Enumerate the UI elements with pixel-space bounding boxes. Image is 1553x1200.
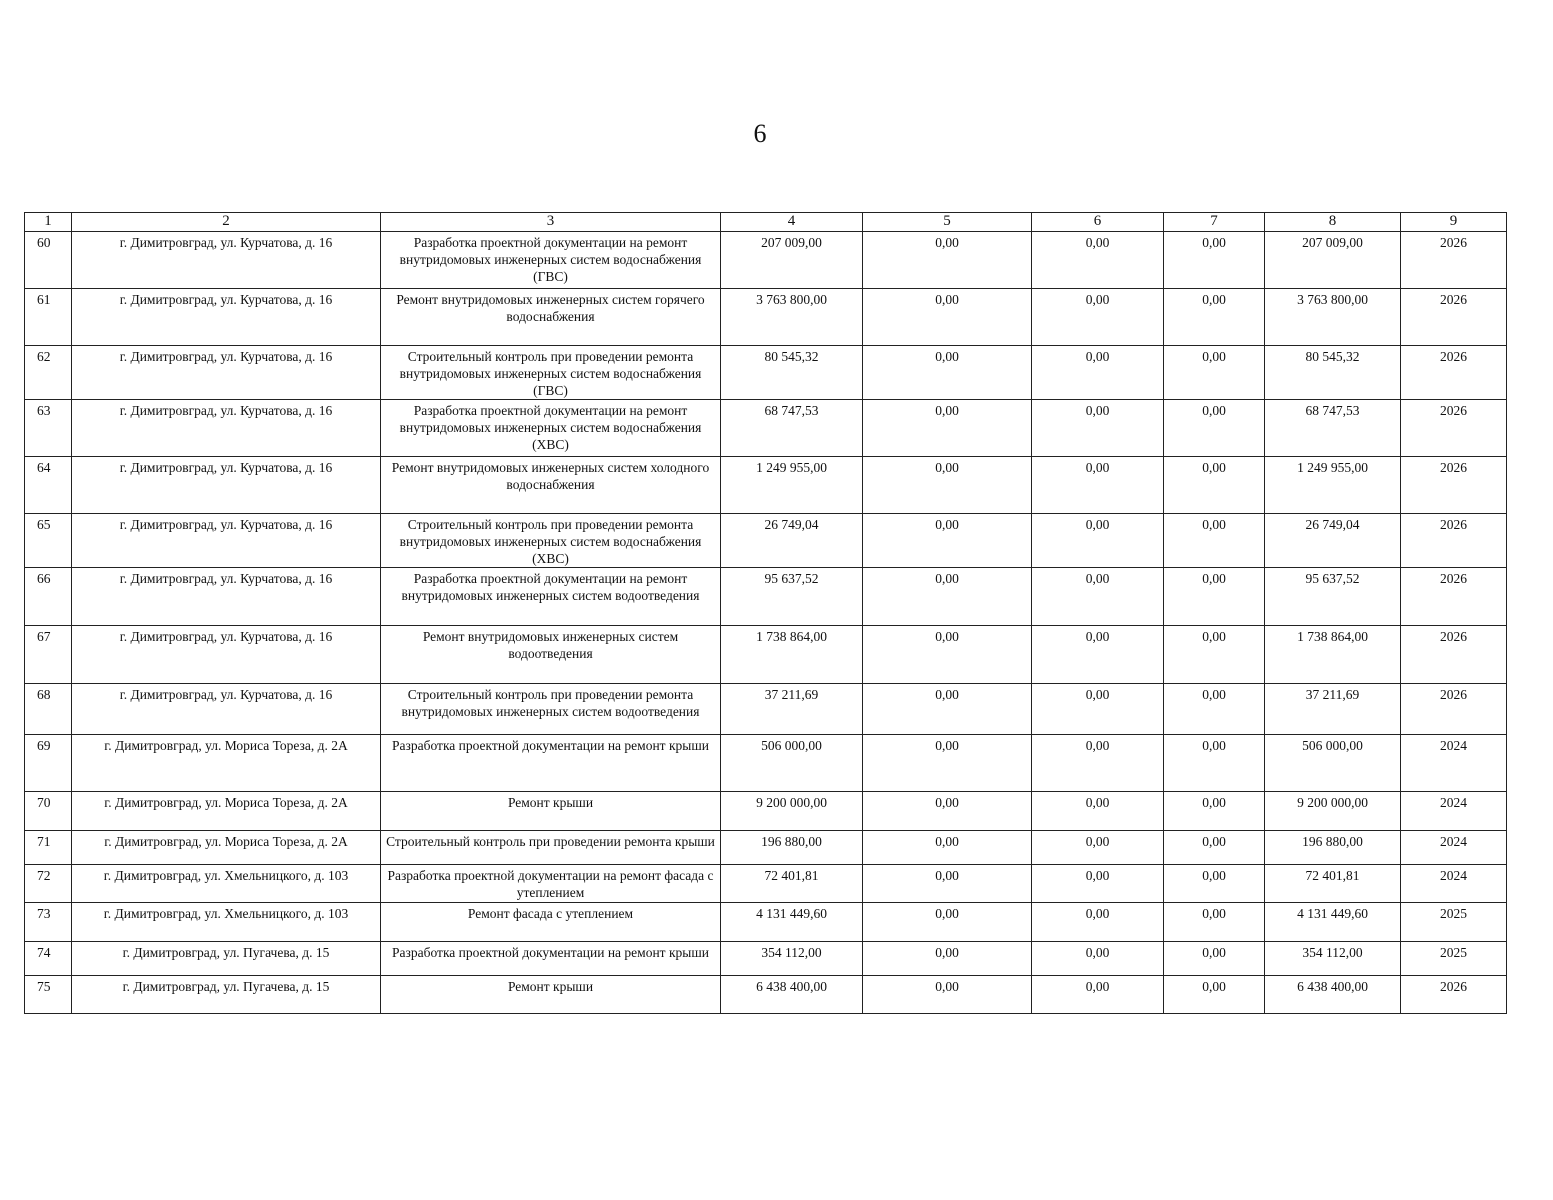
- table-row: [25, 232, 1507, 289]
- address-cell: г. Димитровград, ул. Хмельницкого, д. 103: [72, 903, 381, 942]
- address-cell: г. Димитровград, ул. Курчатова, д. 16: [72, 400, 381, 457]
- address-cell: г. Димитровград, ул. Хмельницкого, д. 103: [72, 865, 381, 903]
- column-5-cell: 0,00: [863, 232, 1032, 289]
- table-row: [25, 289, 1507, 346]
- address-cell: г. Димитровград, ул. Курчатова, д. 16: [72, 568, 381, 626]
- header-row: [25, 213, 1507, 232]
- column-5-cell: 0,00: [863, 976, 1032, 1014]
- year-cell: 2026: [1401, 289, 1507, 346]
- address-cell: г. Димитровград, ул. Курчатова, д. 16: [72, 626, 381, 684]
- total-cost-cell: 1 249 955,00: [721, 457, 863, 514]
- column-6-cell: 0,00: [1032, 903, 1164, 942]
- year-cell: 2026: [1401, 568, 1507, 626]
- column-header-6: 6: [1032, 213, 1164, 232]
- column-5-cell: 0,00: [863, 942, 1032, 976]
- table-row: [25, 735, 1507, 792]
- column-8-cell: 506 000,00: [1265, 735, 1401, 792]
- column-8-cell: 1 738 864,00: [1265, 626, 1401, 684]
- column-header-3: 3: [381, 213, 721, 232]
- column-7-cell: 0,00: [1164, 626, 1265, 684]
- column-7-cell: 0,00: [1164, 942, 1265, 976]
- year-cell: 2026: [1401, 976, 1507, 1014]
- column-6-cell: 0,00: [1032, 514, 1164, 568]
- column-7-cell: 0,00: [1164, 514, 1265, 568]
- column-header-9: 9: [1401, 213, 1507, 232]
- address-cell: г. Димитровград, ул. Курчатова, д. 16: [72, 289, 381, 346]
- total-cost-cell: 207 009,00: [721, 232, 863, 289]
- column-5-cell: 0,00: [863, 626, 1032, 684]
- work-type-cell: Строительный контроль при проведении ремонта внутридомовых инженерных систем водоотведения: [381, 684, 721, 735]
- column-7-cell: 0,00: [1164, 976, 1265, 1014]
- year-cell: 2026: [1401, 400, 1507, 457]
- column-header-5: 5: [863, 213, 1032, 232]
- column-6-cell: 0,00: [1032, 232, 1164, 289]
- row-number-cell: 66: [25, 568, 72, 626]
- address-cell: г. Димитровград, ул. Мориса Тореза, д. 2А: [72, 735, 381, 792]
- row-number-cell: 62: [25, 346, 72, 400]
- total-cost-cell: 9 200 000,00: [721, 792, 863, 831]
- work-type-cell: Разработка проектной документации на ремонт крыши: [381, 735, 721, 792]
- row-number-cell: 63: [25, 400, 72, 457]
- column-8-cell: 72 401,81: [1265, 865, 1401, 903]
- column-header-7: 7: [1164, 213, 1265, 232]
- column-5-cell: 0,00: [863, 568, 1032, 626]
- column-7-cell: 0,00: [1164, 735, 1265, 792]
- column-8-cell: 95 637,52: [1265, 568, 1401, 626]
- work-type-cell: Строительный контроль при проведении ремонта внутридомовых инженерных систем водоснабжения (ХВС): [381, 514, 721, 568]
- column-6-cell: 0,00: [1032, 942, 1164, 976]
- address-cell: г. Димитровград, ул. Пугачева, д. 15: [72, 976, 381, 1014]
- row-number-cell: 71: [25, 831, 72, 865]
- total-cost-cell: 354 112,00: [721, 942, 863, 976]
- column-8-cell: 1 249 955,00: [1265, 457, 1401, 514]
- row-number-cell: 73: [25, 903, 72, 942]
- table-header: [25, 213, 1507, 232]
- column-7-cell: 0,00: [1164, 457, 1265, 514]
- row-number-cell: 65: [25, 514, 72, 568]
- year-cell: 2026: [1401, 626, 1507, 684]
- table-body: [25, 232, 1507, 1014]
- column-8-cell: 196 880,00: [1265, 831, 1401, 865]
- table-row: [25, 792, 1507, 831]
- address-cell: г. Димитровград, ул. Курчатова, д. 16: [72, 346, 381, 400]
- year-cell: 2025: [1401, 942, 1507, 976]
- year-cell: 2025: [1401, 903, 1507, 942]
- row-number-cell: 68: [25, 684, 72, 735]
- table-row: [25, 400, 1507, 457]
- column-7-cell: 0,00: [1164, 346, 1265, 400]
- column-6-cell: 0,00: [1032, 976, 1164, 1014]
- table-row: [25, 903, 1507, 942]
- column-header-2: 2: [72, 213, 381, 232]
- column-8-cell: 354 112,00: [1265, 942, 1401, 976]
- address-cell: г. Димитровград, ул. Курчатова, д. 16: [72, 232, 381, 289]
- work-type-cell: Ремонт крыши: [381, 792, 721, 831]
- table-row: [25, 942, 1507, 976]
- column-header-1: 1: [25, 213, 72, 232]
- column-6-cell: 0,00: [1032, 457, 1164, 514]
- column-5-cell: 0,00: [863, 735, 1032, 792]
- column-6-cell: 0,00: [1032, 831, 1164, 865]
- year-cell: 2024: [1401, 865, 1507, 903]
- column-6-cell: 0,00: [1032, 626, 1164, 684]
- column-8-cell: 80 545,32: [1265, 346, 1401, 400]
- total-cost-cell: 506 000,00: [721, 735, 863, 792]
- table-row: [25, 976, 1507, 1014]
- work-type-cell: Разработка проектной документации на ремонт крыши: [381, 942, 721, 976]
- column-5-cell: 0,00: [863, 831, 1032, 865]
- column-5-cell: 0,00: [863, 346, 1032, 400]
- column-6-cell: 0,00: [1032, 684, 1164, 735]
- column-7-cell: 0,00: [1164, 232, 1265, 289]
- work-type-cell: Разработка проектной документации на ремонт внутридомовых инженерных систем водоснабжения (ХВС): [381, 400, 721, 457]
- work-type-cell: Ремонт крыши: [381, 976, 721, 1014]
- column-7-cell: 0,00: [1164, 400, 1265, 457]
- row-number-cell: 60: [25, 232, 72, 289]
- column-6-cell: 0,00: [1032, 735, 1164, 792]
- column-8-cell: 4 131 449,60: [1265, 903, 1401, 942]
- row-number-cell: 75: [25, 976, 72, 1014]
- column-7-cell: 0,00: [1164, 831, 1265, 865]
- year-cell: 2026: [1401, 232, 1507, 289]
- work-type-cell: Ремонт внутридомовых инженерных систем горячего водоснабжения: [381, 289, 721, 346]
- row-number-cell: 74: [25, 942, 72, 976]
- row-number-cell: 69: [25, 735, 72, 792]
- column-5-cell: 0,00: [863, 865, 1032, 903]
- year-cell: 2024: [1401, 792, 1507, 831]
- address-cell: г. Димитровград, ул. Курчатова, д. 16: [72, 514, 381, 568]
- year-cell: 2024: [1401, 831, 1507, 865]
- table-row: [25, 346, 1507, 400]
- row-number-cell: 61: [25, 289, 72, 346]
- address-cell: г. Димитровград, ул. Пугачева, д. 15: [72, 942, 381, 976]
- column-7-cell: 0,00: [1164, 903, 1265, 942]
- column-7-cell: 0,00: [1164, 865, 1265, 903]
- page-number: 6: [753, 119, 767, 148]
- column-8-cell: 37 211,69: [1265, 684, 1401, 735]
- year-cell: 2026: [1401, 457, 1507, 514]
- work-type-cell: Строительный контроль при проведении ремонта внутридомовых инженерных систем водоснабжения (ГВС): [381, 346, 721, 400]
- column-8-cell: 3 763 800,00: [1265, 289, 1401, 346]
- table-row: [25, 457, 1507, 514]
- column-8-cell: 9 200 000,00: [1265, 792, 1401, 831]
- work-type-cell: Ремонт фасада с утеплением: [381, 903, 721, 942]
- column-6-cell: 0,00: [1032, 289, 1164, 346]
- year-cell: 2024: [1401, 735, 1507, 792]
- row-number-cell: 64: [25, 457, 72, 514]
- column-6-cell: 0,00: [1032, 346, 1164, 400]
- works-table: [24, 212, 1507, 1014]
- work-type-cell: Разработка проектной документации на ремонт внутридомовых инженерных систем водоотведения: [381, 568, 721, 626]
- row-number-cell: 72: [25, 865, 72, 903]
- column-5-cell: 0,00: [863, 684, 1032, 735]
- column-5-cell: 0,00: [863, 792, 1032, 831]
- year-cell: 2026: [1401, 346, 1507, 400]
- year-cell: 2026: [1401, 684, 1507, 735]
- work-type-cell: Ремонт внутридомовых инженерных систем холодного водоснабжения: [381, 457, 721, 514]
- column-6-cell: 0,00: [1032, 568, 1164, 626]
- column-7-cell: 0,00: [1164, 792, 1265, 831]
- column-8-cell: 207 009,00: [1265, 232, 1401, 289]
- column-5-cell: 0,00: [863, 400, 1032, 457]
- address-cell: г. Димитровград, ул. Курчатова, д. 16: [72, 684, 381, 735]
- table-row: [25, 626, 1507, 684]
- column-6-cell: 0,00: [1032, 400, 1164, 457]
- table-row: [25, 568, 1507, 626]
- column-header-4: 4: [721, 213, 863, 232]
- year-cell: 2026: [1401, 514, 1507, 568]
- column-5-cell: 0,00: [863, 514, 1032, 568]
- work-type-cell: Разработка проектной документации на ремонт фасада с утеплением: [381, 865, 721, 903]
- column-7-cell: 0,00: [1164, 684, 1265, 735]
- total-cost-cell: 95 637,52: [721, 568, 863, 626]
- work-type-cell: Ремонт внутридомовых инженерных систем водоотведения: [381, 626, 721, 684]
- column-5-cell: 0,00: [863, 903, 1032, 942]
- address-cell: г. Димитровград, ул. Мориса Тореза, д. 2А: [72, 831, 381, 865]
- total-cost-cell: 26 749,04: [721, 514, 863, 568]
- column-header-8: 8: [1265, 213, 1401, 232]
- column-8-cell: 68 747,53: [1265, 400, 1401, 457]
- total-cost-cell: 72 401,81: [721, 865, 863, 903]
- column-8-cell: 6 438 400,00: [1265, 976, 1401, 1014]
- row-number-cell: 67: [25, 626, 72, 684]
- column-5-cell: 0,00: [863, 457, 1032, 514]
- address-cell: г. Димитровград, ул. Мориса Тореза, д. 2А: [72, 792, 381, 831]
- table-row: [25, 865, 1507, 903]
- table-row: [25, 831, 1507, 865]
- total-cost-cell: 1 738 864,00: [721, 626, 863, 684]
- column-5-cell: 0,00: [863, 289, 1032, 346]
- address-cell: г. Димитровград, ул. Курчатова, д. 16: [72, 457, 381, 514]
- work-type-cell: Строительный контроль при проведении ремонта крыши: [381, 831, 721, 865]
- work-type-cell: Разработка проектной документации на ремонт внутридомовых инженерных систем водоснабжения (ГВС): [381, 232, 721, 289]
- total-cost-cell: 4 131 449,60: [721, 903, 863, 942]
- table-row: [25, 514, 1507, 568]
- column-6-cell: 0,00: [1032, 865, 1164, 903]
- column-7-cell: 0,00: [1164, 289, 1265, 346]
- column-8-cell: 26 749,04: [1265, 514, 1401, 568]
- column-7-cell: 0,00: [1164, 568, 1265, 626]
- table-row: [25, 684, 1507, 735]
- total-cost-cell: 37 211,69: [721, 684, 863, 735]
- column-6-cell: 0,00: [1032, 792, 1164, 831]
- total-cost-cell: 196 880,00: [721, 831, 863, 865]
- row-number-cell: 70: [25, 792, 72, 831]
- total-cost-cell: 68 747,53: [721, 400, 863, 457]
- total-cost-cell: 6 438 400,00: [721, 976, 863, 1014]
- total-cost-cell: 80 545,32: [721, 346, 863, 400]
- total-cost-cell: 3 763 800,00: [721, 289, 863, 346]
